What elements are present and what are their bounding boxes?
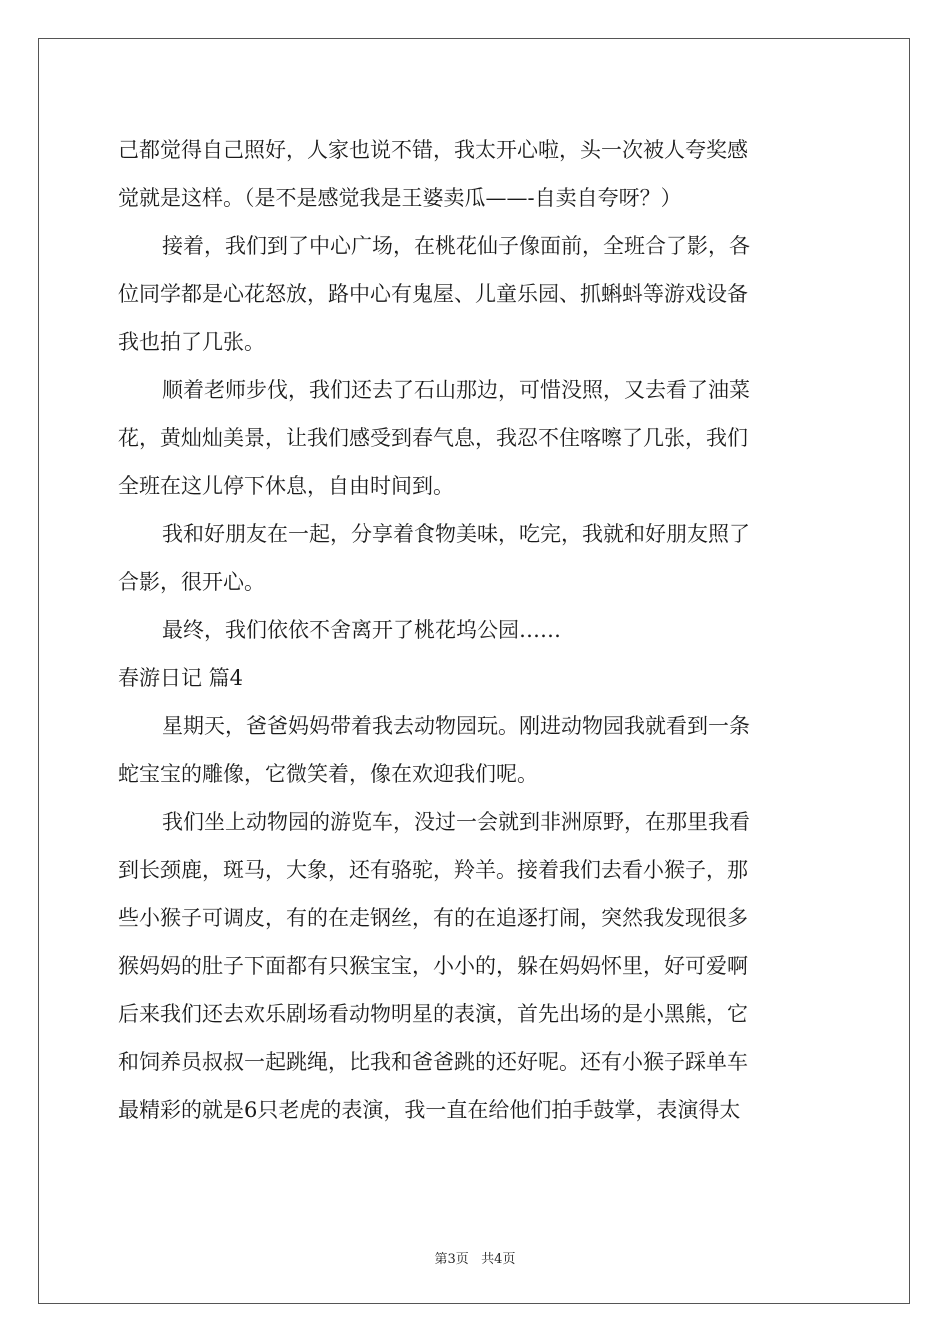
text-line: 到长颈鹿，斑马，大象，还有骆驼，羚羊。接着我们去看小猴子，那: [118, 858, 748, 882]
section-heading: 春游日记 篇4: [118, 666, 244, 690]
text-line: 我也拍了几张。: [118, 330, 265, 354]
text-line: 接着，我们到了中心广场，在桃花仙子像面前，全班合了影，各: [162, 234, 750, 258]
text-line: 最终，我们依依不舍离开了桃花坞公园……: [162, 618, 561, 642]
text-line: 觉就是这样。（是不是感觉我是王婆卖瓜——-自卖自夸呀？）: [118, 186, 682, 210]
text-line: 花，黄灿灿美景，让我们感受到春气息，我忍不住喀嚓了几张，我们: [118, 426, 748, 450]
text-line: 蛇宝宝的雕像，它微笑着，像在欢迎我们呢。: [118, 762, 538, 786]
text-line: 后来我们还去欢乐剧场看动物明星的表演，首先出场的是小黑熊，它: [118, 1002, 748, 1026]
document-body: [118, 126, 834, 1134]
text-line: 己都觉得自己照好，人家也说不错，我太开心啦，头一次被人夸奖感: [118, 138, 748, 162]
text-line: 全班在这儿停下休息，自由时间到。: [118, 474, 454, 498]
text-line: 和饲养员叔叔一起跳绳，比我和爸爸跳的还好呢。还有小猴子踩单车: [118, 1050, 748, 1074]
text-line: 顺着老师步伐，我们还去了石山那边，可惜没照，又去看了油菜: [162, 378, 750, 402]
text-line: 位同学都是心花怒放，路中心有鬼屋、儿童乐园、抓蝌蚪等游戏设备: [118, 282, 748, 306]
text-line: 我和好朋友在一起，分享着食物美味，吃完，我就和好朋友照了: [162, 522, 750, 546]
text-line: 合影，很开心。: [118, 570, 265, 594]
text-line: 我们坐上动物园的游览车，没过一会就到非洲原野，在那里我看: [162, 810, 750, 834]
text-line: 些小猴子可调皮，有的在走钢丝，有的在追逐打闹，突然我发现很多: [118, 906, 748, 930]
text-line: 猴妈妈的肚子下面都有只猴宝宝，小小的，躲在妈妈怀里，好可爱啊: [118, 954, 748, 978]
page-number-footer: 第3页 共4页: [434, 1252, 516, 1267]
text-line: 星期天，爸爸妈妈带着我去动物园玩。刚进动物园我就看到一条: [162, 714, 750, 738]
text-line: 最精彩的就是6只老虎的表演，我一直在给他们拍手鼓掌，表演得太: [118, 1098, 741, 1122]
